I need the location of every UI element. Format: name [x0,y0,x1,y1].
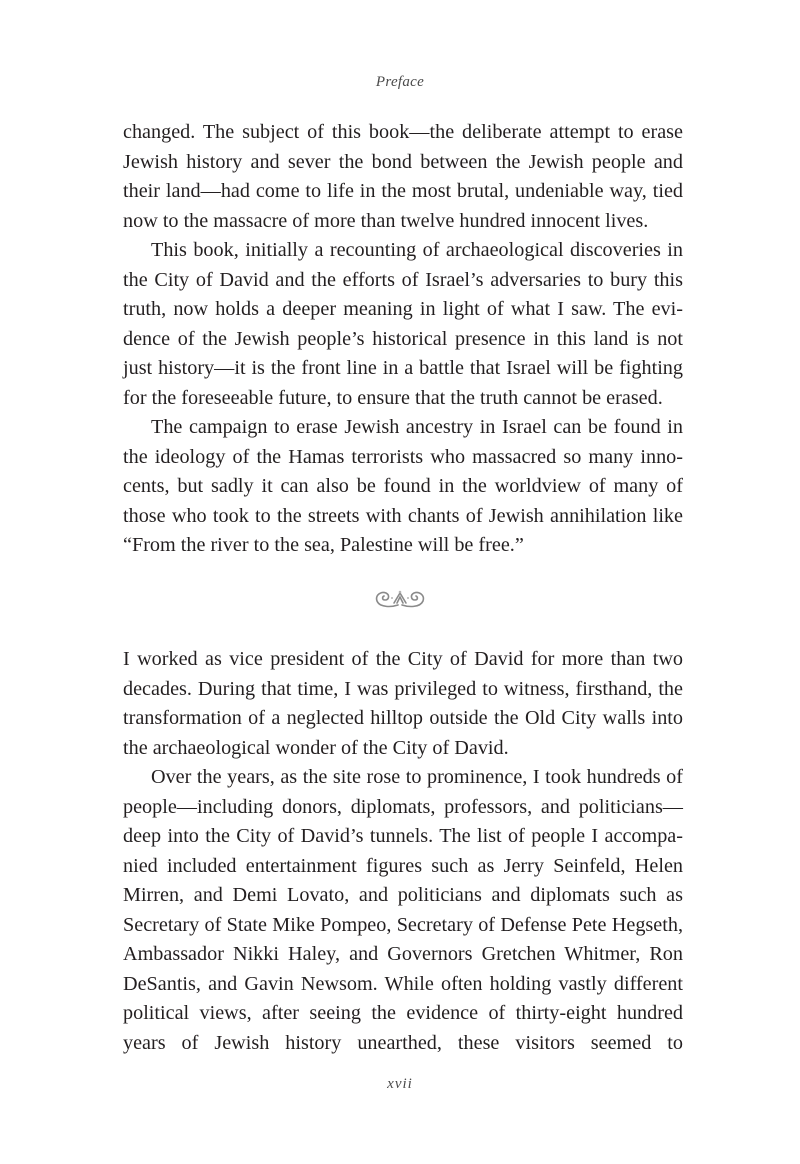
paragraph-section-start: I worked as vice president of the City of David for more than two decades. During that time, I was privileged to witness, firsthand, the transformation of a neglected hilltop outside the Old City walls into the archaeological wonder of the City of David. [123,648,683,759]
section-2-text [123,645,683,1058]
scroll-ornament-icon [372,588,428,610]
section-1-text [123,118,683,561]
paragraph: The campaign to erase Jewish ancestry in Israel can be found in the ideology of the Hamas terrorists who massacred so many innocents, but sadly it can also be found in the worldview of many of those who took to the streets with chants of Jewish annihilation like “From the river to the sea, Palestine will be free.” [123,416,683,556]
running-head: Preface [375,74,425,90]
paragraph: Over the years, as the site rose to prominence, I took hundreds of people—including donors, diplomats, professors, and politicians— deep into the City of David’s tunnels. The list of people I accompanied included entertainment figures such as Jerry Seinfeld, Helen Mirren, and Demi Lovato, and politicians and diplomats such as Secretary of State Mike Pompeo, Secretary of Defense Pete Hegseth, Ambassador Nikki Haley, and Governors Gretchen Whitmer, Ron DeSantis, and Gavin Newsom. While often holding vastly different political views, after seeing the evidence of thirty-eight hundred years of Jewish history unearthed, these visitors seemed to [123,766,683,1054]
page-number: xvii [387,1076,413,1092]
paragraph-continued: changed. The subject of this book—the deliberate attempt to erase Jewish history and sever the bond between the Jewish people and their land—had come to life in the most brutal, undeniable way, tied now to the massacre of more than twelve hundred innocent lives. [123,121,683,232]
paragraph: This book, initially a recounting of archaeological discoveries in the City of David and the efforts of Israel’s adversaries to bury this truth, now holds a deeper meaning in light of what I saw. The evidence of the Jewish people’s historical presence in this land is not just history—it is the front line in a battle that Israel will be fighting for the foreseeable future, to ensure that the truth cannot be erased. [123,239,683,409]
